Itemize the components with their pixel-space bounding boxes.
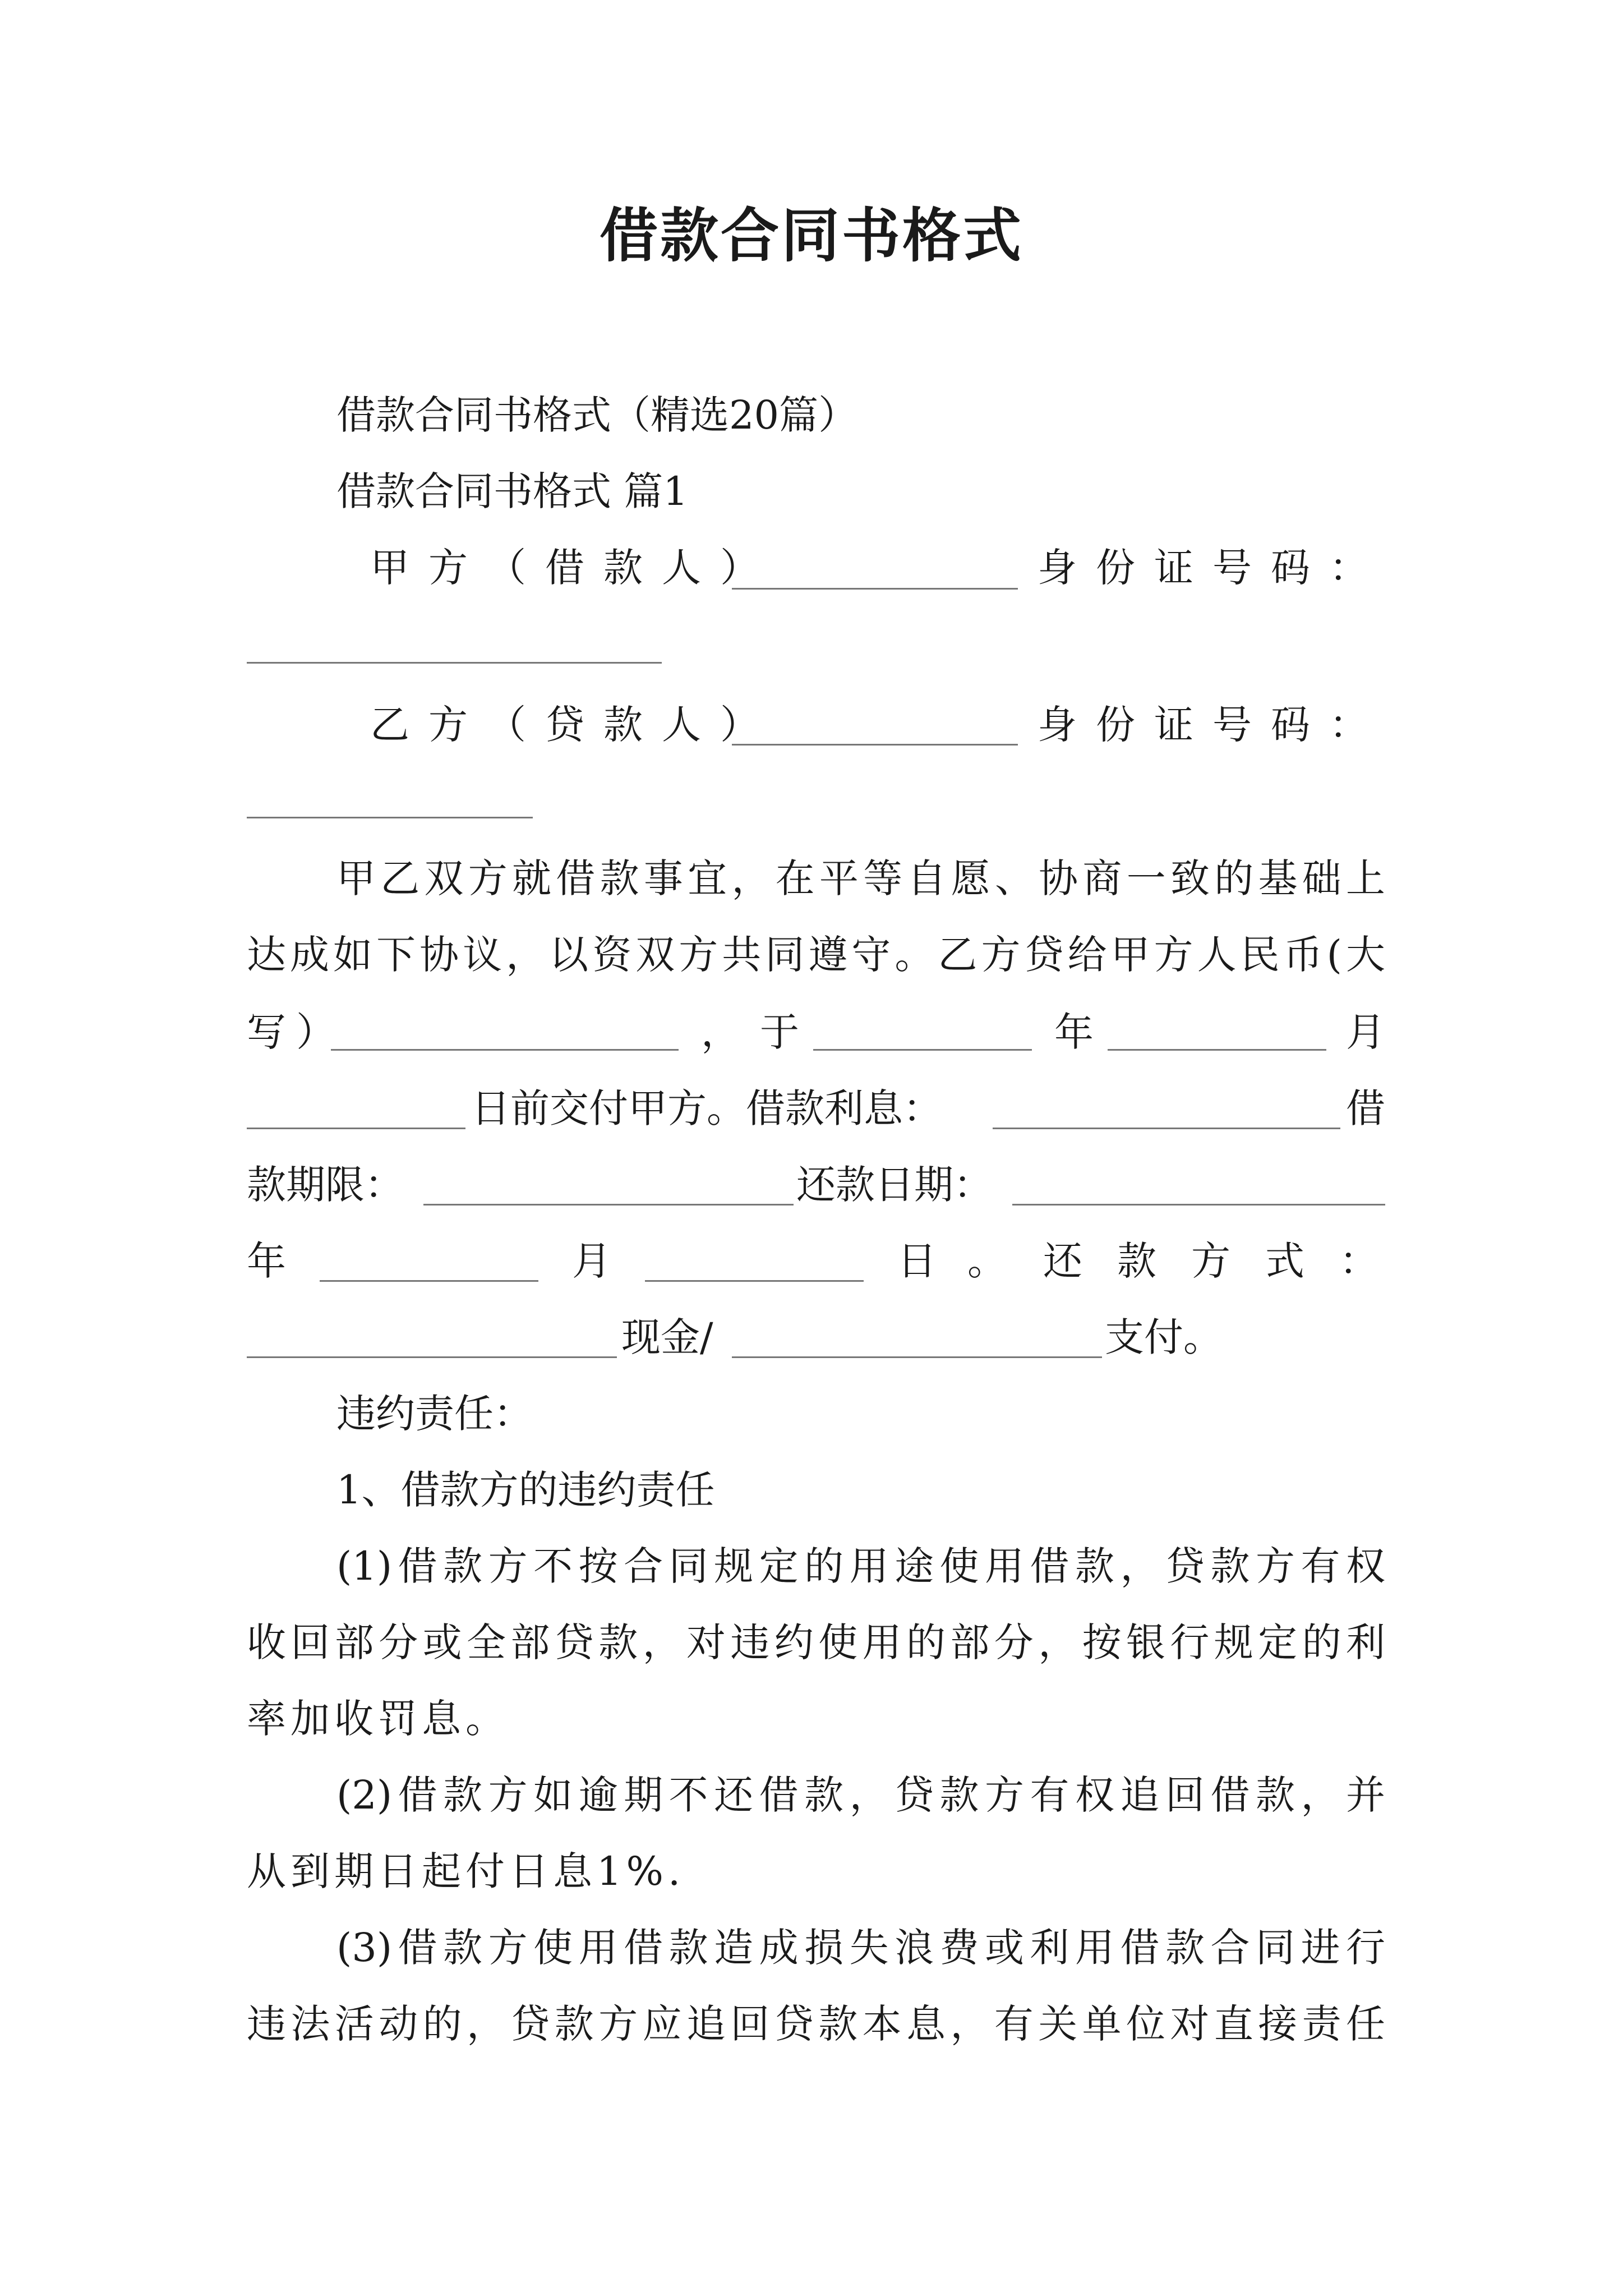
nian-text-1: 年 [1054,1009,1094,1055]
term-blank [423,1204,794,1205]
transfer-blank [732,1356,1102,1358]
clause-1-line-2: 收回部分或全部贷款，对违约使用的部分，按银行规定的利 [247,1619,1385,1665]
document-title: 借款合同书格式 [599,201,1023,270]
year-blank-2 [320,1280,538,1282]
clause-2-line-2: 从到期日起付日息1%. [247,1848,685,1894]
yu-text: 于 [760,1009,799,1055]
year-blank-1 [813,1049,1032,1051]
party-a-name-blank [732,588,1018,590]
party-a-id-label: 身份证号码： [1038,545,1387,591]
amount-blank [331,1049,679,1051]
party-a-id-blank [247,662,662,664]
term-label: 款期限： [247,1162,404,1208]
day-blank-1 [247,1128,465,1129]
party-b-name-blank [732,744,1018,746]
nian-text-2: 年 [247,1238,286,1284]
repay-date-label: 还款日期： [796,1162,993,1208]
clause-3-line-2: 违法活动的，贷款方应追回贷款本息，有关单位对直接责任 [247,2001,1385,2047]
yue-text-1: 月 [1346,1009,1385,1055]
section-heading: 借款合同书格式 篇1 [336,468,688,514]
jie-text: 借 [1346,1085,1385,1131]
intro-line-2: 达成如下协议，以资双方共同遵守。乙方贷给甲方人民币(大 [247,932,1385,978]
pay-text: 支付。 [1105,1314,1223,1360]
intro-line-1: 甲乙双方就借款事宜，在平等自愿、协商一致的基础上 [336,855,1385,901]
period-text: 。 [967,1238,1007,1284]
deliver-text: 日前交付甲方。借款利息： [471,1085,942,1131]
clause-2-line-1: (2)借款方如逾期不还借款，贷款方有权追回借款，并 [336,1772,1385,1818]
comma: ， [701,1009,740,1055]
write-label: 写） [247,1009,345,1055]
month-blank-1 [1108,1049,1326,1051]
party-a-label: 甲方（借款人） [370,545,778,591]
item-1-heading: 1、借款方的违约责任 [336,1467,715,1513]
cash-blank [247,1356,617,1358]
interest-blank [993,1128,1340,1129]
party-b-label: 乙方（贷款人） [370,702,778,748]
repay-method-label: 还款方式： [1043,1238,1413,1284]
clause-1-line-3: 率加收罚息。 [247,1696,509,1742]
ri-text: 日 [897,1238,937,1284]
liability-heading: 违约责任： [336,1391,533,1437]
party-b-id-label: 身份证号码： [1038,702,1387,748]
clause-3-line-1: (3)借款方使用借款造成损失浪费或利用借款合同进行 [336,1925,1385,1971]
subtitle: 借款合同书格式（精选20篇） [336,392,858,438]
party-b-id-blank [247,817,533,818]
month-blank-2 [645,1280,864,1282]
yue-text-2: 月 [572,1238,611,1284]
clause-1-line-1: (1)借款方不按合同规定的用途使用借款，贷款方有权 [336,1543,1385,1589]
repay-date-blank [1012,1204,1385,1205]
cash-text: 现金/ [621,1314,713,1360]
